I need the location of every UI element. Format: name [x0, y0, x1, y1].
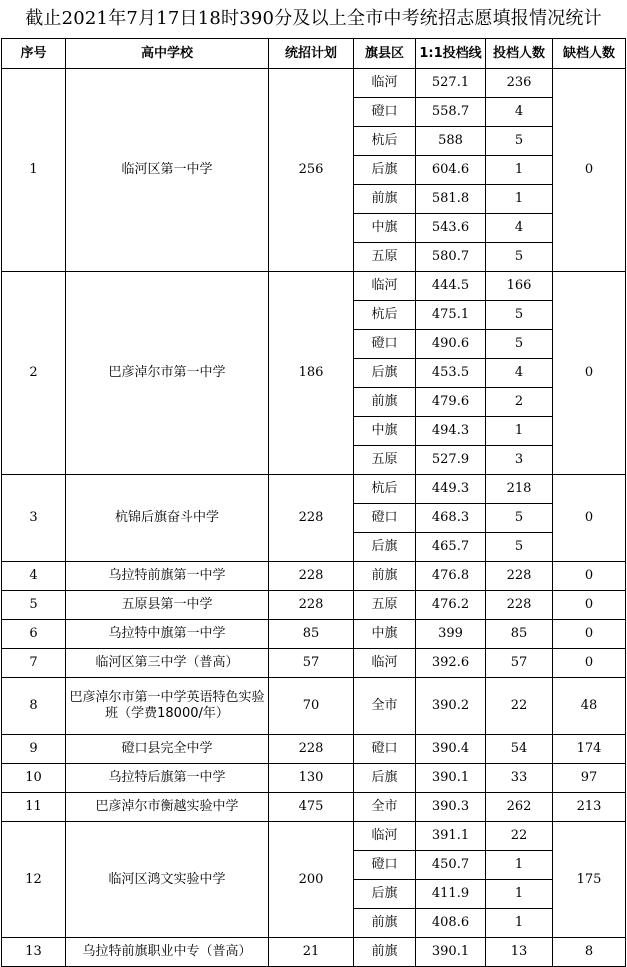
table-row	[2, 735, 626, 764]
school-no: 1	[2, 69, 66, 272]
table-row	[2, 69, 626, 98]
school-no: 13	[2, 938, 66, 967]
cutoff-line-cell: 588	[416, 127, 486, 156]
cutoff-line-cell: 476.8	[416, 562, 486, 591]
cutoff-line-cell: 411.9	[416, 880, 486, 909]
header-line: 1:1投档线	[416, 39, 486, 69]
cutoff-line-cell: 465.7	[416, 533, 486, 562]
cutoff-line-cell: 390.4	[416, 735, 486, 764]
school-no: 7	[2, 649, 66, 678]
school-no: 2	[2, 272, 66, 475]
admitted-count-cell: 1	[486, 851, 553, 880]
missing-count: 0	[553, 562, 626, 591]
missing-count: 48	[553, 678, 626, 735]
district-cell: 前旗	[354, 388, 416, 417]
school-name: 临河区第三中学（普高）	[66, 649, 269, 678]
admitted-count-cell: 5	[486, 330, 553, 359]
district-cell: 后旗	[354, 764, 416, 793]
missing-count: 0	[553, 591, 626, 620]
cutoff-line-cell: 490.6	[416, 330, 486, 359]
table-row	[2, 938, 626, 967]
district-cell: 前旗	[354, 562, 416, 591]
district-cell: 前旗	[354, 185, 416, 214]
district-cell: 全市	[354, 793, 416, 822]
table-body	[2, 69, 626, 967]
admitted-count-cell: 1	[486, 880, 553, 909]
school-no: 10	[2, 764, 66, 793]
cutoff-line-cell: 527.1	[416, 69, 486, 98]
admitted-count-cell: 13	[486, 938, 553, 967]
school-plan: 228	[269, 591, 354, 620]
school-name: 五原县第一中学	[66, 591, 269, 620]
cutoff-line-cell: 479.6	[416, 388, 486, 417]
district-cell: 后旗	[354, 359, 416, 388]
cutoff-line-cell: 392.6	[416, 649, 486, 678]
school-name: 巴彦淖尔市第一中学英语特色实验班（学费18000/年）	[66, 678, 269, 735]
header-school: 高中学校	[66, 39, 269, 69]
district-cell: 后旗	[354, 880, 416, 909]
school-plan: 228	[269, 562, 354, 591]
missing-count: 174	[553, 735, 626, 764]
district-cell: 前旗	[354, 909, 416, 938]
district-cell: 磴口	[354, 504, 416, 533]
missing-count: 97	[553, 764, 626, 793]
admitted-count-cell: 228	[486, 591, 553, 620]
cutoff-line-cell: 581.8	[416, 185, 486, 214]
admitted-count-cell: 3	[486, 446, 553, 475]
table-row	[2, 678, 626, 735]
cutoff-line-cell: 580.7	[416, 243, 486, 272]
district-cell: 杭后	[354, 301, 416, 330]
table-row	[2, 793, 626, 822]
table-row	[2, 822, 626, 851]
cutoff-line-cell: 468.3	[416, 504, 486, 533]
district-cell: 全市	[354, 678, 416, 735]
missing-count: 8	[553, 938, 626, 967]
table-row	[2, 649, 626, 678]
header-count: 投档人数	[486, 39, 553, 69]
admitted-count-cell: 1	[486, 156, 553, 185]
cutoff-line-cell: 527.9	[416, 446, 486, 475]
district-cell: 中旗	[354, 417, 416, 446]
district-cell: 中旗	[354, 214, 416, 243]
table-row	[2, 272, 626, 301]
school-name: 乌拉特中旗第一中学	[66, 620, 269, 649]
district-cell: 临河	[354, 272, 416, 301]
school-no: 9	[2, 735, 66, 764]
missing-count: 0	[553, 649, 626, 678]
admitted-count-cell: 4	[486, 98, 553, 127]
table-row	[2, 475, 626, 504]
admitted-count-cell: 5	[486, 301, 553, 330]
cutoff-line-cell: 399	[416, 620, 486, 649]
cutoff-line-cell: 604.6	[416, 156, 486, 185]
school-plan: 228	[269, 475, 354, 562]
cutoff-line-cell: 453.5	[416, 359, 486, 388]
school-name: 巴彦淖尔市第一中学	[66, 272, 269, 475]
admitted-count-cell: 1	[486, 417, 553, 446]
cutoff-line-cell: 450.7	[416, 851, 486, 880]
header-district: 旗县区	[354, 39, 416, 69]
missing-count: 0	[553, 620, 626, 649]
table-row	[2, 562, 626, 591]
school-name: 磴口县完全中学	[66, 735, 269, 764]
school-plan: 186	[269, 272, 354, 475]
admitted-count-cell: 236	[486, 69, 553, 98]
district-cell: 临河	[354, 69, 416, 98]
cutoff-line-cell: 444.5	[416, 272, 486, 301]
district-cell: 磴口	[354, 735, 416, 764]
district-cell: 中旗	[354, 620, 416, 649]
school-no: 4	[2, 562, 66, 591]
admitted-count-cell: 166	[486, 272, 553, 301]
school-no: 11	[2, 793, 66, 822]
admitted-count-cell: 22	[486, 822, 553, 851]
admitted-count-cell: 57	[486, 649, 553, 678]
district-cell: 临河	[354, 822, 416, 851]
table-row	[2, 591, 626, 620]
admitted-count-cell: 5	[486, 533, 553, 562]
cutoff-line-cell: 558.7	[416, 98, 486, 127]
district-cell: 磴口	[354, 330, 416, 359]
admission-table	[1, 38, 626, 967]
admitted-count-cell: 85	[486, 620, 553, 649]
school-name: 临河区鸿文实验中学	[66, 822, 269, 938]
admitted-count-cell: 2	[486, 388, 553, 417]
school-plan: 21	[269, 938, 354, 967]
cutoff-line-cell: 476.2	[416, 591, 486, 620]
school-plan: 228	[269, 735, 354, 764]
school-no: 5	[2, 591, 66, 620]
district-cell: 前旗	[354, 938, 416, 967]
admitted-count-cell: 33	[486, 764, 553, 793]
school-no: 6	[2, 620, 66, 649]
district-cell: 杭后	[354, 127, 416, 156]
missing-count: 0	[553, 272, 626, 475]
school-name: 乌拉特后旗第一中学	[66, 764, 269, 793]
district-cell: 磴口	[354, 98, 416, 127]
school-no: 8	[2, 678, 66, 735]
admitted-count-cell: 1	[486, 909, 553, 938]
school-name: 临河区第一中学	[66, 69, 269, 272]
cutoff-line-cell: 449.3	[416, 475, 486, 504]
admitted-count-cell: 5	[486, 127, 553, 156]
table-row	[2, 620, 626, 649]
school-plan: 70	[269, 678, 354, 735]
school-no: 12	[2, 822, 66, 938]
admitted-count-cell: 5	[486, 504, 553, 533]
school-plan: 475	[269, 793, 354, 822]
cutoff-line-cell: 390.1	[416, 764, 486, 793]
school-plan: 200	[269, 822, 354, 938]
district-cell: 五原	[354, 591, 416, 620]
admitted-count-cell: 218	[486, 475, 553, 504]
cutoff-line-cell: 494.3	[416, 417, 486, 446]
missing-count: 0	[553, 475, 626, 562]
admitted-count-cell: 4	[486, 214, 553, 243]
page-title: 截止2021年7月17日18时390分及以上全市中考统招志愿填报情况统计	[25, 8, 602, 29]
header-missing: 缺档人数	[553, 39, 626, 69]
district-cell: 后旗	[354, 533, 416, 562]
school-plan: 85	[269, 620, 354, 649]
missing-count: 0	[553, 69, 626, 272]
district-cell: 后旗	[354, 156, 416, 185]
district-cell: 五原	[354, 446, 416, 475]
admitted-count-cell: 262	[486, 793, 553, 822]
admitted-count-cell: 4	[486, 359, 553, 388]
admitted-count-cell: 54	[486, 735, 553, 764]
header-no: 序号	[2, 39, 66, 69]
district-cell: 磴口	[354, 851, 416, 880]
missing-count: 213	[553, 793, 626, 822]
cutoff-line-cell: 390.2	[416, 678, 486, 735]
district-cell: 五原	[354, 243, 416, 272]
cutoff-line-cell: 390.1	[416, 938, 486, 967]
cutoff-line-cell: 543.6	[416, 214, 486, 243]
school-plan: 256	[269, 69, 354, 272]
school-name: 乌拉特前旗职业中专（普高）	[66, 938, 269, 967]
cutoff-line-cell: 390.3	[416, 793, 486, 822]
school-plan: 57	[269, 649, 354, 678]
school-plan: 130	[269, 764, 354, 793]
cutoff-line-cell: 391.1	[416, 822, 486, 851]
table-row	[2, 764, 626, 793]
cutoff-line-cell: 475.1	[416, 301, 486, 330]
cutoff-line-cell: 408.6	[416, 909, 486, 938]
header-plan: 统招计划	[269, 39, 354, 69]
header-row	[2, 39, 626, 69]
school-name: 巴彦淖尔市衡越实验中学	[66, 793, 269, 822]
admitted-count-cell: 1	[486, 185, 553, 214]
district-cell: 杭后	[354, 475, 416, 504]
school-name: 杭锦后旗奋斗中学	[66, 475, 269, 562]
district-cell: 临河	[354, 649, 416, 678]
school-no: 3	[2, 475, 66, 562]
school-name: 乌拉特前旗第一中学	[66, 562, 269, 591]
admitted-count-cell: 5	[486, 243, 553, 272]
admitted-count-cell: 228	[486, 562, 553, 591]
admitted-count-cell: 22	[486, 678, 553, 735]
missing-count: 175	[553, 822, 626, 938]
